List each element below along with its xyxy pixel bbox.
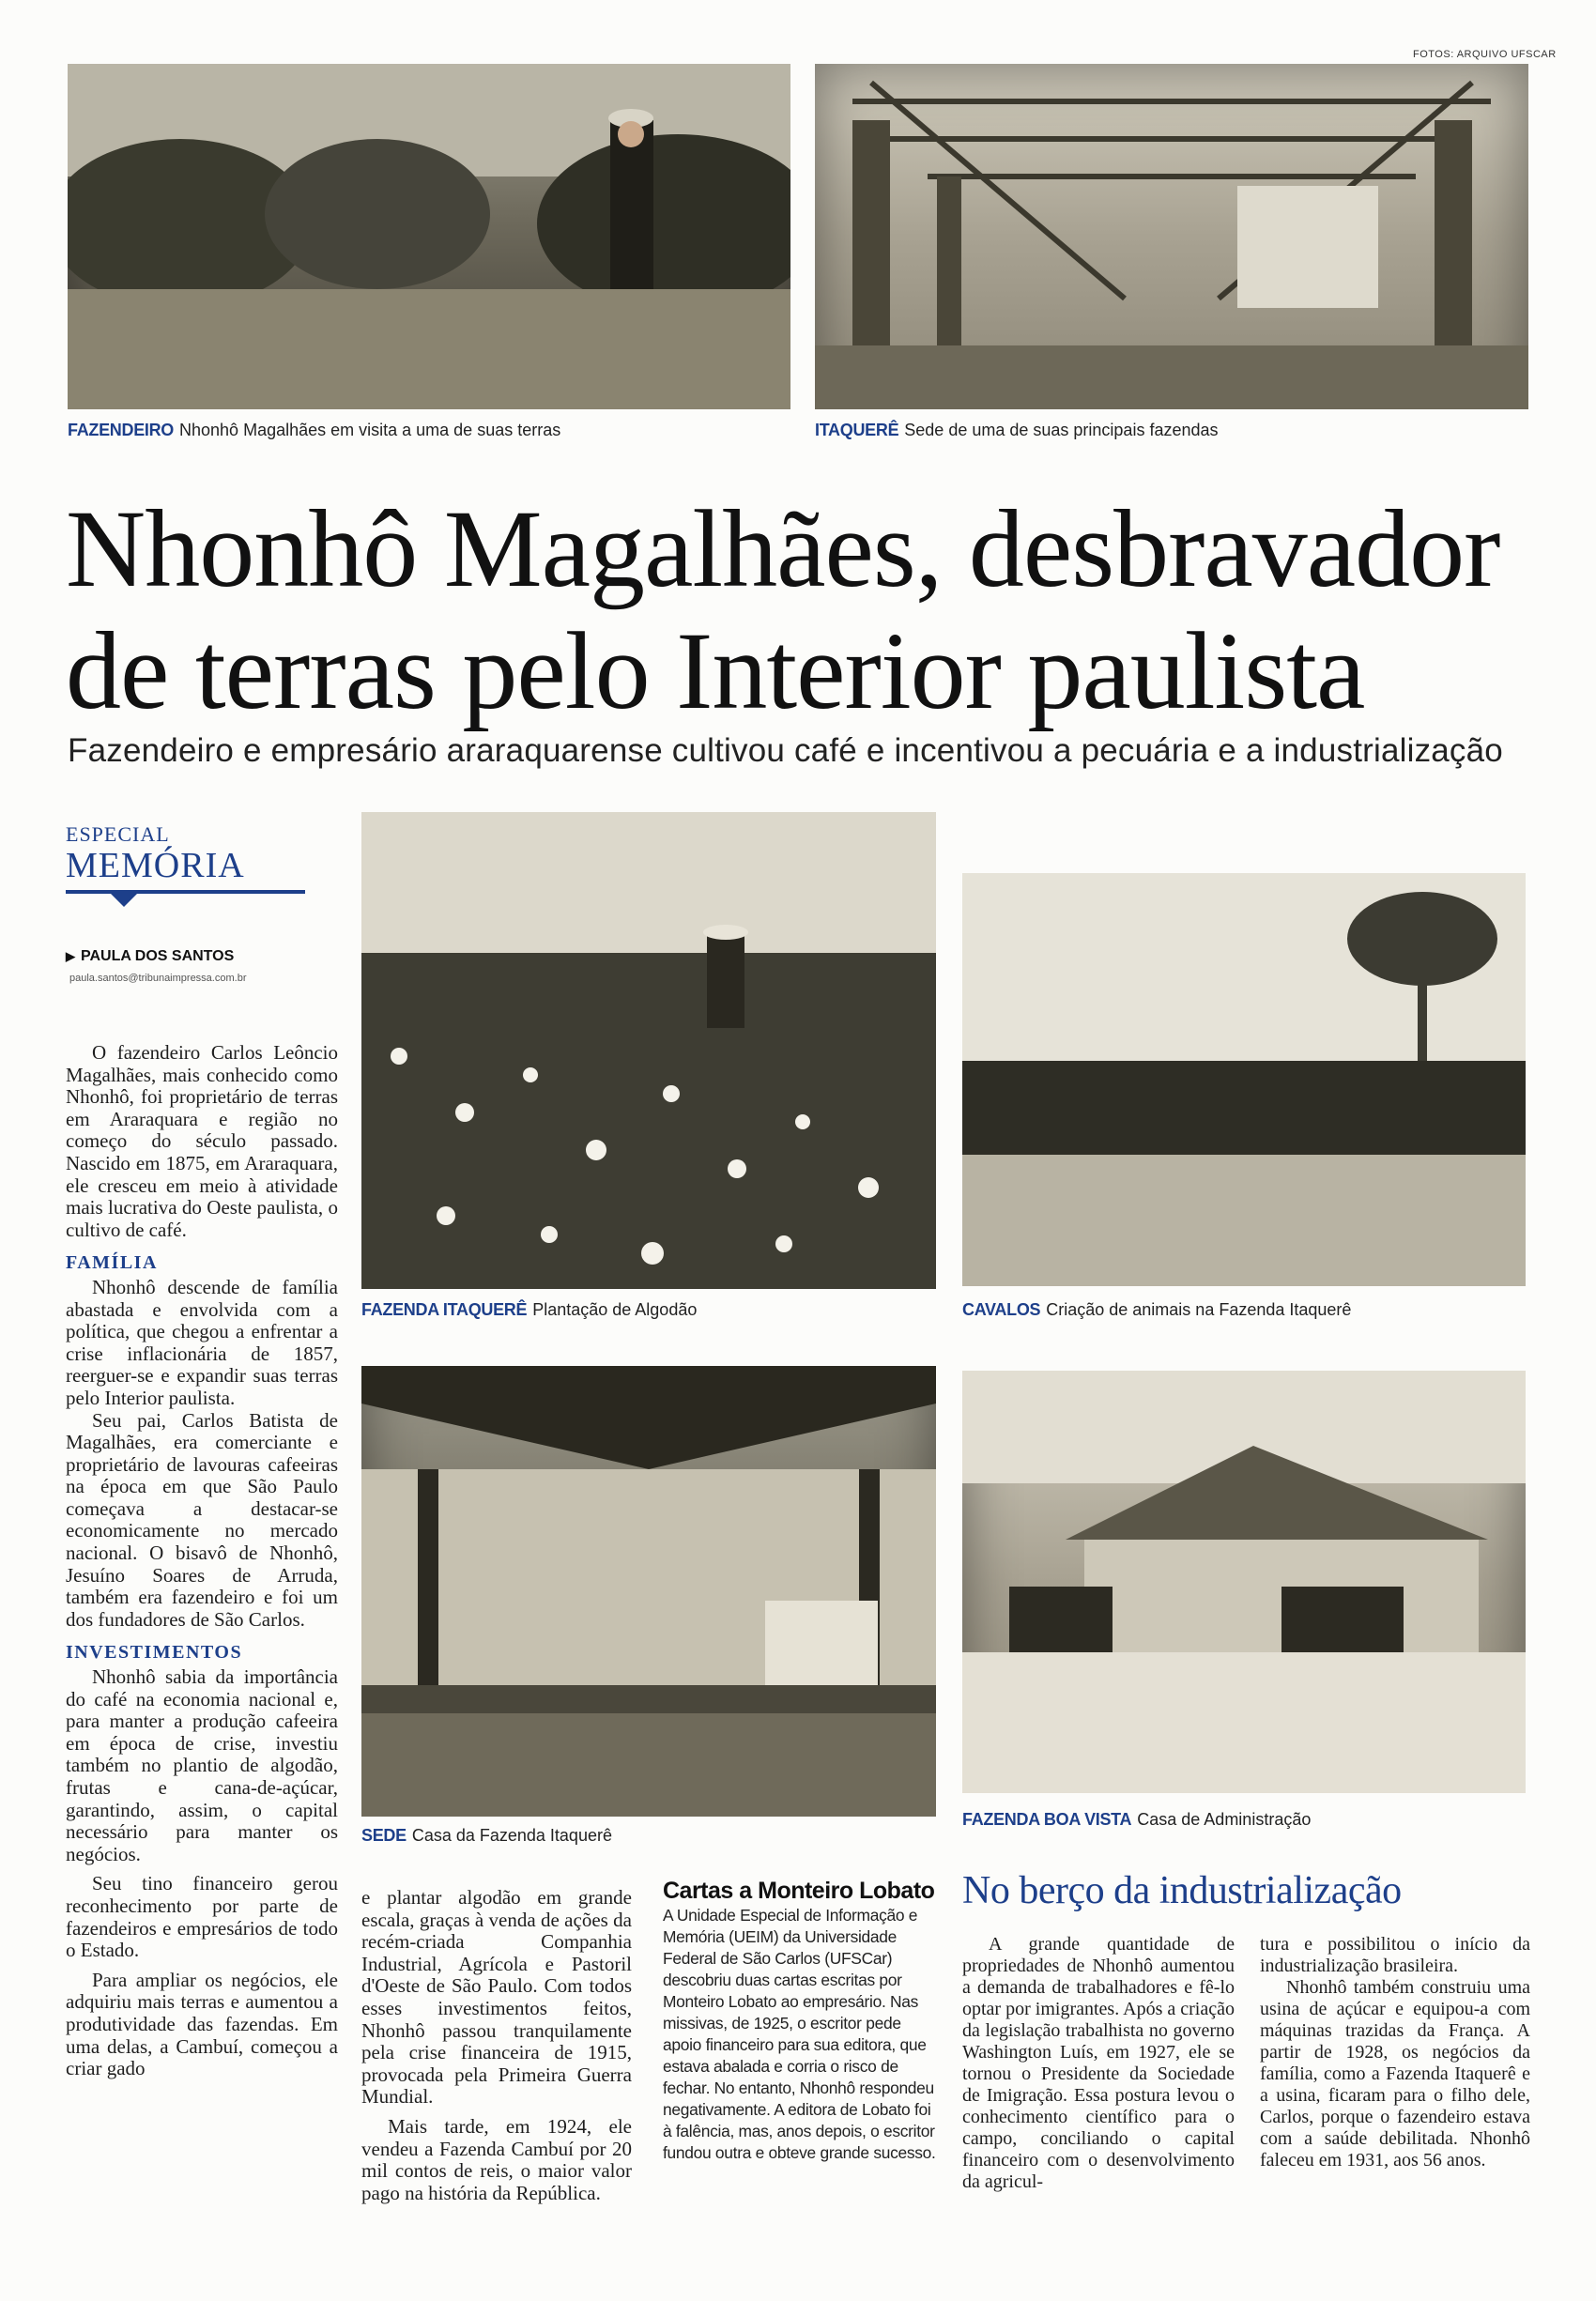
sidebar-paragraph-1: A grande quantidade de propriedades de Nhonhô aumentou a demanda de trabalhadores e fê-lo optar por imigrantes. Após a criação da legislação trabalhista no governo Washington Luís, em 1927, ele se tornou o Presidente da Sociedade de Imigração. Essa postura levou o conhecimento científico para o campo, conciliando o capital financeiro com o desenvolvimento da agricul- — [962, 1934, 1235, 2192]
author-name: ▶ PAULA DOS SANTOS — [66, 948, 246, 965]
caption-cotton — [361, 1300, 697, 1320]
photo-sede — [361, 1366, 936, 1817]
sidebar-title: No berço da industrialização — [962, 1869, 1402, 1912]
invest-paragraph-3: Para ampliar os negócios, ele adquiriu mais terras e aumentou a produtividade das fazendas. Em uma delas, a Cambuí, começou a criar gado — [66, 1968, 338, 2080]
author-email: paula.santos@tribunaimpressa.com.br — [69, 973, 247, 984]
subtitle-familia: FAMÍLIA — [66, 1252, 158, 1274]
section-big: MEMÓRIA — [66, 846, 245, 885]
photo-farmer — [68, 64, 790, 409]
caption-text: Nhonhô Magalhães em visita a uma de suas terras — [179, 421, 561, 439]
boavista-illustration — [962, 1371, 1526, 1793]
caption-itaquere — [815, 421, 1219, 440]
photo-itaquere — [815, 64, 1528, 409]
caption-text: Criação de animais na Fazenda Itaquerê — [1046, 1300, 1352, 1319]
subtitle-investimentos: INVESTIMENTOS — [66, 1642, 243, 1664]
pergola-illustration — [815, 64, 1528, 409]
section-small: ESPECIAL — [66, 822, 170, 846]
photo-credit: FOTOS: ARQUIVO UFSCAR — [1413, 49, 1557, 60]
familia-paragraph-1: Nhonhô descende de família abastada e envolvida com a política, que chegou a enfrentar a crise inflacionária de 1857, reerguer-se e expandir suas terras pelo Interior paulista. — [66, 1275, 338, 1409]
caption-sede — [361, 1826, 612, 1846]
caption-boavista — [962, 1810, 1311, 1830]
caption-tag: ITAQUERÊ — [815, 421, 899, 439]
byline — [66, 948, 246, 984]
section-rule — [66, 890, 305, 894]
sidebar-column-1 — [962, 1934, 1235, 2193]
headline — [66, 488, 1549, 732]
col2-paragraph-2: Mais tarde, em 1924, ele vendeu a Fazenda Cambuí por 20 mil contos de reis, o maior valor pago na história da República. — [361, 2114, 632, 2204]
article-intro: O fazendeiro Carlos Leôncio Magalhães, mais conhecido como Nhonhô, foi proprietário de terras em Araraquara e região no começo do século passado. Nascido em 1875, em Araraquara, ele cresceu em meio à atividade mais lucrativa do Oeste paulista, o cultivo de café. — [66, 1041, 338, 1241]
box-monteiro-lobato — [663, 1878, 937, 2164]
caption-tag: FAZENDA BOA VISTA — [962, 1810, 1132, 1829]
sidebar-column-2 — [1260, 1934, 1530, 2171]
farmer-illustration — [68, 64, 790, 409]
box-title: Cartas a Monteiro Lobato — [663, 1878, 935, 1904]
photo-boavista — [962, 1371, 1526, 1793]
cotton-illustration — [361, 812, 936, 1289]
caption-text: Plantação de Algodão — [532, 1300, 698, 1319]
headline-line-2: de terras pelo Interior paulista — [66, 609, 1365, 732]
sede-illustration — [361, 1366, 936, 1817]
caption-text: Casa da Fazenda Itaquerê — [411, 1826, 612, 1845]
invest-paragraph-2: Seu tino financeiro gerou reconhecimento por parte de fazendeiros e empresários de todo o Estado. — [66, 1872, 338, 1962]
photo-horses — [962, 873, 1526, 1286]
sidebar-paragraph-2: tura e possibilitou o início da industrialização brasileira. — [1260, 1934, 1530, 1976]
caption-text: Casa de Administração — [1137, 1810, 1312, 1829]
horses-illustration — [962, 873, 1526, 1286]
sidebar-paragraph-3: Nhonhô também construiu uma usina de açúcar e equipou-a com máquinas trazidas da França. A partir de 1928, os negócios da família, como a Fazenda Itaquerê e a usina, ficaram para o filho dele, Carlos, porque o fazendeiro estava com a saúde debilitada. Nhonhô faleceu em 1931, aos 56 anos. — [1260, 1977, 1530, 2171]
headline-line-1: Nhonhô Magalhães, desbravador — [66, 487, 1500, 610]
invest-paragraph-1: Nhonhô sabia da importância do café na economia nacional e, para manter a produção cafeeira em época de crise, investiu também no plantio de algodão, frutas e cana-de-açúcar, garantindo, assim, o capital necessário para manter os negócios. — [66, 1665, 338, 1865]
caption-tag: FAZENDA ITAQUERÊ — [361, 1300, 528, 1319]
caption-horses — [962, 1300, 1351, 1320]
col2-paragraph-1: e plantar algodão em grande escala, graças à venda de ações da recém-criada Companhia Industrial, Agrícola e Pastoril d'Oeste de São Paulo. Com todos esses investimentos feitos, Nhonhô passou tranquilamente pela crise financeira de 1915, provocada pela Primeira Guerra Mundial. — [361, 1886, 632, 2109]
photo-cotton — [361, 812, 936, 1289]
article-column-2 — [361, 1887, 632, 2204]
familia-paragraph-2: Seu pai, Carlos Batista de Magalhães, era comerciante e proprietário de lavouras cafeeiras na época em que São Paulo começava a destacar-se economicamente no mercado nacional. O bisavô de Nhonhô, Jesuíno Soares de Arruda, também era fazendeiro e foi um dos fundadores de São Carlos. — [66, 1408, 338, 1631]
caption-tag: CAVALOS — [962, 1300, 1041, 1319]
section-logo — [66, 822, 305, 894]
caption-text: Sede de uma de suas principais fazendas — [904, 421, 1219, 439]
article-column-1 — [66, 1042, 338, 2080]
caption-tag: FAZENDEIRO — [68, 421, 175, 439]
subheadline: Fazendeiro e empresário araraquarense cultivou café e incentivou a pecuária e a industrialização — [68, 732, 1503, 769]
box-text: A Unidade Especial de Informação e Memória (UEIM) da Universidade Federal de São Carlos (UFSCar) descobriu duas cartas escritas por Monteiro Lobato ao empresário. Nas missivas, de 1925, o escritor pede apoio financeiro para sua editora, que estava abalada e corria o risco de fechar. No entanto, Nhonhô respondeu negativamente. A editora de Lobato foi à falência, mas, anos depois, o escritor fundou outra e obteve grande sucesso. — [663, 1906, 936, 2162]
caption-farmer — [68, 421, 560, 440]
caption-tag: SEDE — [361, 1826, 407, 1845]
